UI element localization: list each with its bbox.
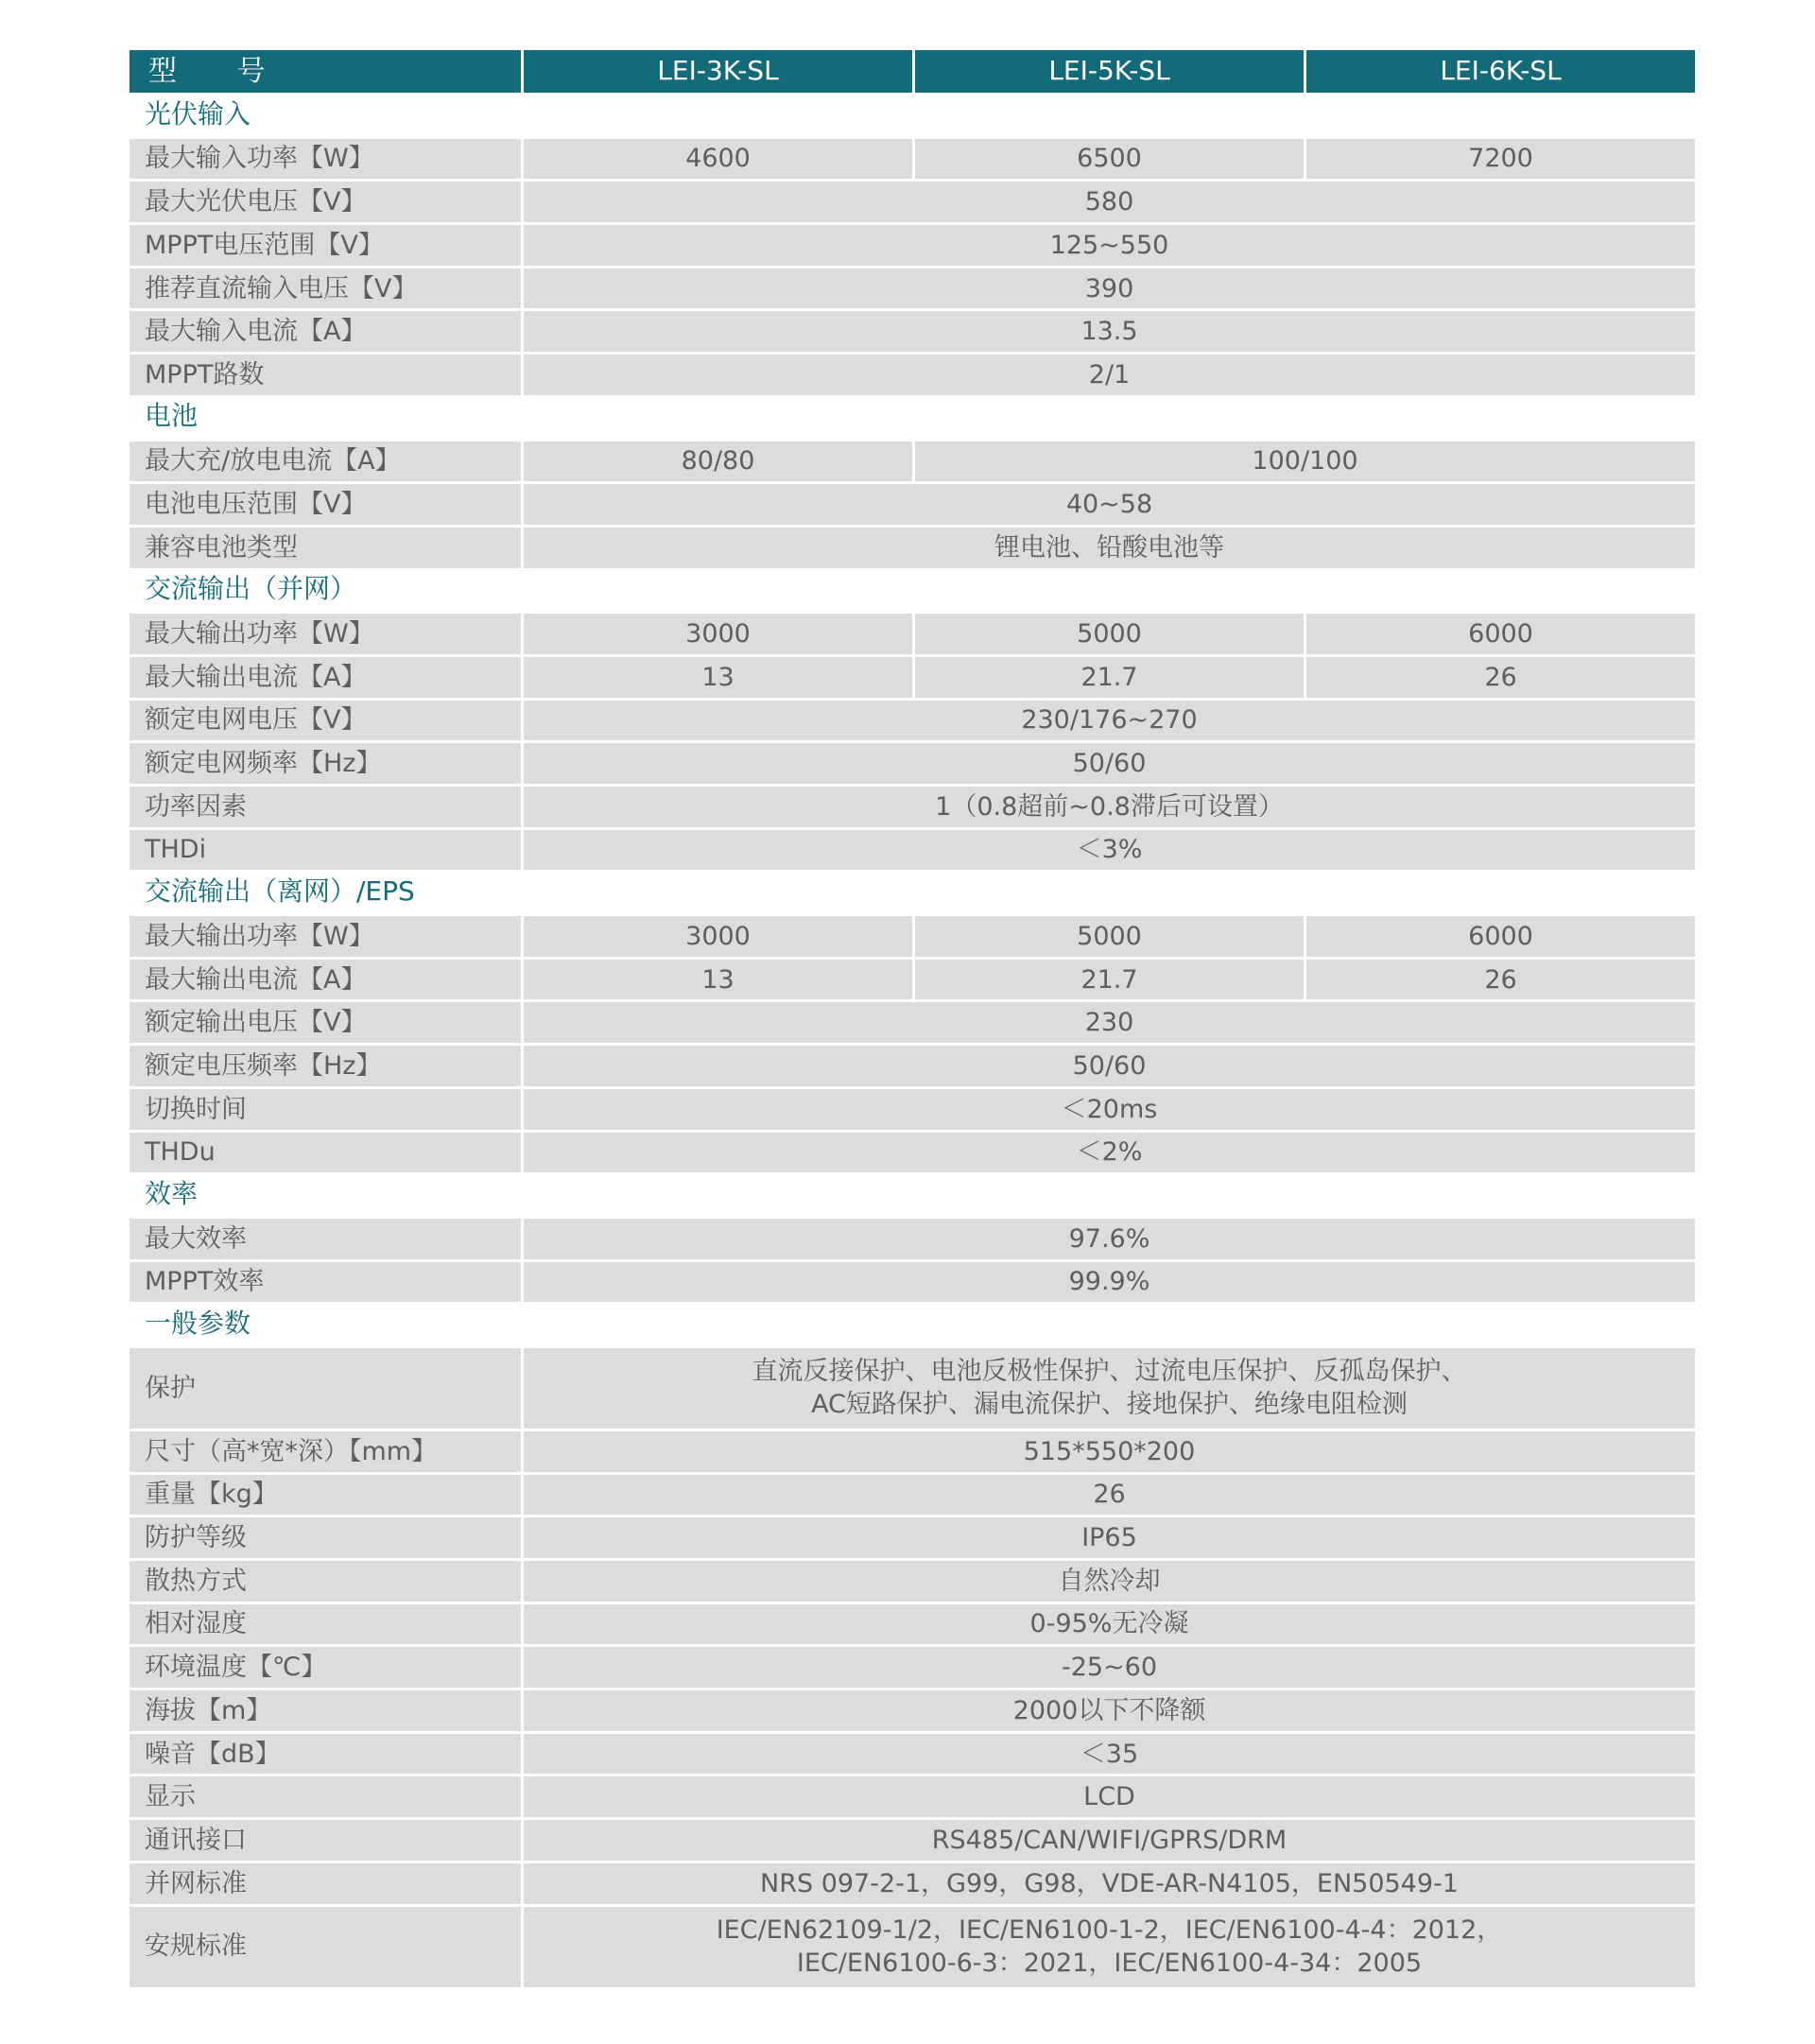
model-name: LEI-5K-SL <box>912 50 1304 93</box>
spec-table-body <box>130 50 1695 1987</box>
spec-value: 5000 <box>912 611 1304 654</box>
spec-value: 3000 <box>521 913 912 957</box>
spec-value: RS485/CAN/WIFI/GPRS/DRM <box>521 1817 1695 1861</box>
spec-row <box>130 1861 1695 1904</box>
spec-value: 13.5 <box>521 308 1695 352</box>
spec-value <box>521 1904 1695 1987</box>
spec-row <box>130 1130 1695 1173</box>
spec-value: 13 <box>521 654 912 698</box>
spec-row <box>130 179 1695 222</box>
spec-label: 保护 <box>130 1345 521 1429</box>
spec-label: 最大输入功率【W】 <box>130 136 521 180</box>
spec-row <box>130 1602 1695 1645</box>
spec-label: 海拔【m】 <box>130 1688 521 1731</box>
spec-value-line: AC短路保护、漏电流保护、接地保护、绝缘电阻检测 <box>811 1390 1408 1420</box>
section-row <box>130 1302 1695 1345</box>
spec-value: 6500 <box>912 136 1304 180</box>
section-title: 效率 <box>130 1172 1695 1216</box>
spec-row <box>130 1774 1695 1817</box>
spec-row <box>130 136 1695 180</box>
spec-row <box>130 1043 1695 1086</box>
spec-value: 5000 <box>912 913 1304 957</box>
spec-value: 21.7 <box>912 957 1304 1000</box>
spec-label: MPPT效率 <box>130 1259 521 1303</box>
model-header-label: 型 号 <box>130 50 521 93</box>
spec-row <box>130 525 1695 568</box>
spec-label: 显示 <box>130 1774 521 1817</box>
spec-row <box>130 266 1695 309</box>
section-title: 交流输出（离网）/EPS <box>130 870 1695 913</box>
spec-row <box>130 611 1695 654</box>
spec-row <box>130 1472 1695 1516</box>
spec-value: 26 <box>1304 957 1695 1000</box>
spec-value-line: 直流反接保护、电池反极性保护、过流电压保护、反孤岛保护、 <box>752 1357 1467 1387</box>
section-title: 交流输出（并网） <box>130 568 1695 612</box>
section-row <box>130 93 1695 136</box>
spec-row <box>130 1216 1695 1259</box>
spec-value: 1（0.8超前~0.8滞后可设置） <box>521 784 1695 827</box>
spec-label: 额定电网电压【V】 <box>130 698 521 741</box>
spec-value: 2000以下不降额 <box>521 1688 1695 1731</box>
spec-value: IP65 <box>521 1515 1695 1558</box>
spec-row <box>130 1817 1695 1861</box>
spec-label: THDi <box>130 827 521 871</box>
spec-row <box>130 308 1695 352</box>
spec-row <box>130 999 1695 1043</box>
section-title: 电池 <box>130 395 1695 439</box>
spec-row <box>130 1515 1695 1558</box>
spec-label: 切换时间 <box>130 1086 521 1130</box>
spec-row <box>130 740 1695 784</box>
spec-row <box>130 1259 1695 1303</box>
spec-label: 最大输出功率【W】 <box>130 913 521 957</box>
spec-row <box>130 1086 1695 1130</box>
spec-label: 重量【kg】 <box>130 1472 521 1516</box>
spec-label: 额定电压频率【Hz】 <box>130 1043 521 1086</box>
spec-value: 230/176~270 <box>521 698 1695 741</box>
spec-value: 97.6% <box>521 1216 1695 1259</box>
spec-label: THDu <box>130 1130 521 1173</box>
spec-label: 防护等级 <box>130 1515 521 1558</box>
spec-value: 125~550 <box>521 222 1695 266</box>
spec-value: 80/80 <box>521 439 912 482</box>
spec-label: 安规标准 <box>130 1904 521 1987</box>
spec-value: 锂电池、铅酸电池等 <box>521 525 1695 568</box>
spec-value: 580 <box>521 179 1695 222</box>
spec-value: 7200 <box>1304 136 1695 180</box>
spec-value: 390 <box>521 266 1695 309</box>
spec-value: 自然冷却 <box>521 1558 1695 1602</box>
spec-label: 最大效率 <box>130 1216 521 1259</box>
spec-row <box>130 1345 1695 1429</box>
spec-row <box>130 1558 1695 1602</box>
spec-value: 6000 <box>1304 913 1695 957</box>
spec-row <box>130 1644 1695 1688</box>
model-name: LEI-3K-SL <box>521 50 912 93</box>
spec-label: 相对湿度 <box>130 1602 521 1645</box>
spec-value: -25~60 <box>521 1644 1695 1688</box>
model-name: LEI-6K-SL <box>1304 50 1695 93</box>
spec-value: 21.7 <box>912 654 1304 698</box>
spec-label: 尺寸（高*宽*深）【mm】 <box>130 1429 521 1472</box>
spec-value: 4600 <box>521 136 912 180</box>
section-row <box>130 568 1695 612</box>
spec-value: 26 <box>521 1472 1695 1516</box>
header-row <box>130 50 1695 93</box>
spec-row <box>130 1731 1695 1775</box>
spec-label: 电池电压范围【V】 <box>130 481 521 525</box>
spec-label: MPPT电压范围【V】 <box>130 222 521 266</box>
spec-label: 噪音【dB】 <box>130 1731 521 1775</box>
spec-label: 散热方式 <box>130 1558 521 1602</box>
spec-row <box>130 222 1695 266</box>
spec-row <box>130 698 1695 741</box>
spec-label: 通讯接口 <box>130 1817 521 1861</box>
spec-row <box>130 1904 1695 1987</box>
spec-label: 最大输入电流【A】 <box>130 308 521 352</box>
spec-value: LCD <box>521 1774 1695 1817</box>
spec-row <box>130 352 1695 395</box>
spec-label: 并网标准 <box>130 1861 521 1904</box>
spec-value: 6000 <box>1304 611 1695 654</box>
spec-value: 2/1 <box>521 352 1695 395</box>
section-title: 光伏输入 <box>130 93 1695 136</box>
section-row <box>130 395 1695 439</box>
section-title: 一般参数 <box>130 1302 1695 1345</box>
spec-row <box>130 827 1695 871</box>
spec-label: 最大光伏电压【V】 <box>130 179 521 222</box>
spec-row <box>130 1688 1695 1731</box>
spec-label: 功率因素 <box>130 784 521 827</box>
spec-label: 最大输出电流【A】 <box>130 957 521 1000</box>
spec-value-line: IEC/EN6100-6-3：2021，IEC/EN6100-4-34：2005 <box>796 1949 1423 1978</box>
spec-label: 兼容电池类型 <box>130 525 521 568</box>
section-row <box>130 870 1695 913</box>
spec-value: ＜2% <box>521 1130 1695 1173</box>
spec-value: 26 <box>1304 654 1695 698</box>
spec-value: ＜20ms <box>521 1086 1695 1130</box>
spec-label: 推荐直流输入电压【V】 <box>130 266 521 309</box>
spec-row <box>130 654 1695 698</box>
spec-value: 50/60 <box>521 1043 1695 1086</box>
spec-value: 40~58 <box>521 481 1695 525</box>
spec-row <box>130 784 1695 827</box>
spec-value: 3000 <box>521 611 912 654</box>
spec-value: 100/100 <box>912 439 1695 482</box>
spec-value-line: IEC/EN62109-1/2，IEC/EN6100-1-2，IEC/EN6100-4-4：2012， <box>716 1914 1503 1945</box>
spec-label: MPPT路数 <box>130 352 521 395</box>
spec-value <box>521 1345 1695 1429</box>
spec-label: 额定输出电压【V】 <box>130 999 521 1043</box>
spec-label: 最大输出功率【W】 <box>130 611 521 654</box>
spec-label: 最大充/放电电流【A】 <box>130 439 521 482</box>
spec-row <box>130 1429 1695 1472</box>
spec-value: 230 <box>521 999 1695 1043</box>
spec-label: 环境温度【℃】 <box>130 1644 521 1688</box>
spec-table <box>130 50 1695 1987</box>
spec-value: NRS 097-2-1，G99，G98，VDE-AR-N4105，EN50549-1 <box>521 1861 1695 1904</box>
spec-value: 0-95%无冷凝 <box>521 1602 1695 1645</box>
spec-value: 515*550*200 <box>521 1429 1695 1472</box>
spec-row <box>130 913 1695 957</box>
spec-value: ＜35 <box>521 1731 1695 1775</box>
spec-value: 13 <box>521 957 912 1000</box>
spec-value: 50/60 <box>521 740 1695 784</box>
spec-label: 额定电网频率【Hz】 <box>130 740 521 784</box>
spec-value: ＜3% <box>521 827 1695 871</box>
spec-row <box>130 481 1695 525</box>
spec-label: 最大输出电流【A】 <box>130 654 521 698</box>
spec-row <box>130 957 1695 1000</box>
spec-value: 99.9% <box>521 1259 1695 1303</box>
spec-row <box>130 439 1695 482</box>
section-row <box>130 1172 1695 1216</box>
